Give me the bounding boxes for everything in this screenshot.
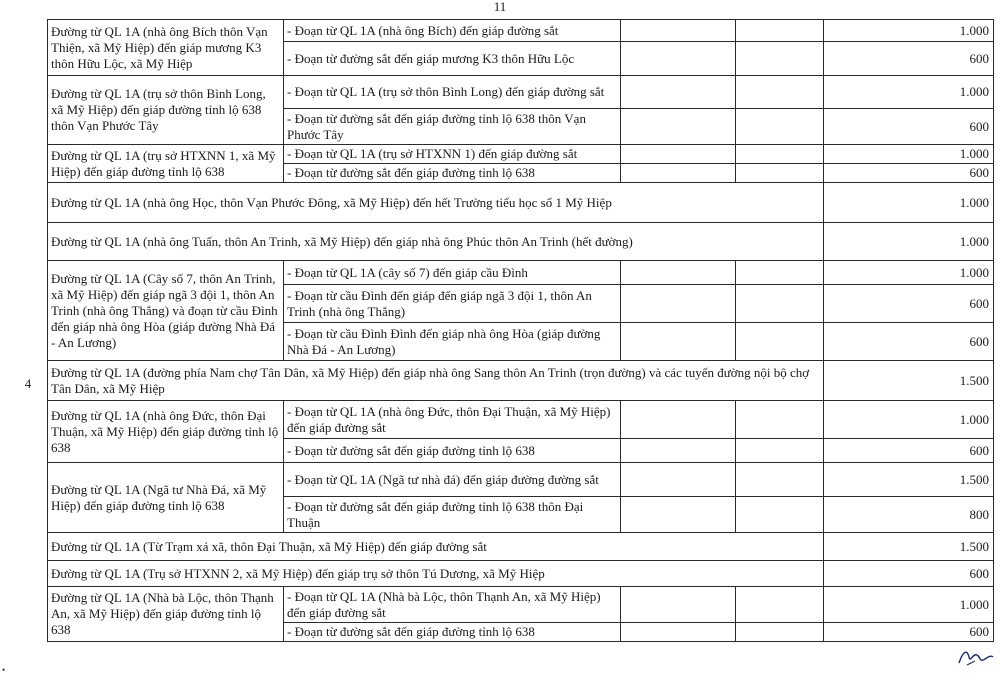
road-cell: Đường từ QL 1A (Từ Trạm xá xã, thôn Đại Thuận, xã Mỹ Hiệp) đến giáp đường sắt [48,533,824,561]
road-cell: Đường từ QL 1A (Cây số 7, thôn An Trinh, xã Mỹ Hiệp) đến giáp ngã 3 đội 1, thôn An Trinh (nhà ông Thắng) và đoạn từ cầu Đình đến giáp nhà ông Hòa (giáp đường Nhà Đá - An Lương) [48,261,284,361]
segment-cell: - Đoạn từ QL 1A (cây số 7) đến giáp cầu Đình [284,261,621,285]
table-row [48,76,994,109]
empty-cell [736,42,824,76]
empty-cell [621,463,736,497]
table-row [48,223,994,261]
table-row [48,361,994,401]
road-cell: Đường từ QL 1A (đường phía Nam chợ Tân Dân, xã Mỹ Hiệp) đến giáp nhà ông Sang thôn An Trinh (trọn đường) và các tuyến đường nội bộ chợ Tân Dân, xã Mỹ Hiệp [48,361,824,401]
empty-cell [621,587,736,623]
empty-cell [736,285,824,323]
table-row [48,561,994,587]
empty-cell [621,20,736,42]
price-cell: 1.000 [824,76,994,109]
price-cell: 600 [824,109,994,145]
price-cell: 600 [824,285,994,323]
road-cell: Đường từ QL 1A (Trụ sở HTXNN 2, xã Mỹ Hiệp) đến giáp trụ sở thôn Tú Dương, xã Mỹ Hiệp [48,561,824,587]
road-cell: Đường từ QL 1A (nhà ông Đức, thôn Đại Thuận, xã Mỹ Hiệp) đến giáp đường tỉnh lộ 638 [48,401,284,463]
empty-cell [621,145,736,164]
empty-cell [621,623,736,642]
segment-cell: - Đoạn từ QL 1A (nhà ông Bích) đến giáp đường sắt [284,20,621,42]
empty-cell [736,623,824,642]
road-cell: Đường từ QL 1A (Nhà bà Lộc, thôn Thạnh An, xã Mỹ Hiệp) đến giáp đường tỉnh lộ 638 [48,587,284,642]
table-row [48,145,994,164]
road-cell: Đường từ QL 1A (trụ sở HTXNN 1, xã Mỹ Hiệp) đến giáp đường tỉnh lộ 638 [48,145,284,183]
margin-mark: • [2,665,6,675]
price-cell: 600 [824,561,994,587]
empty-cell [621,164,736,183]
empty-cell [621,323,736,361]
empty-cell [736,145,824,164]
price-cell: 600 [824,42,994,76]
segment-cell: - Đoạn từ đường sắt đến giáp đường tỉnh lộ 638 [284,623,621,642]
road-cell: Đường từ QL 1A (nhà ông Tuấn, thôn An Trinh, xã Mỹ Hiệp) đến giáp nhà ông Phúc thôn An Trinh (hết đường) [48,223,824,261]
empty-cell [621,109,736,145]
road-cell: Đường từ QL 1A (trụ sở thôn Bình Long, xã Mỹ Hiệp) đến giáp đường tỉnh lộ 638 thôn Vạn Phước Tây [48,76,284,145]
signature-mark [955,645,995,669]
price-cell: 1.500 [824,463,994,497]
empty-cell [736,20,824,42]
price-cell: 1.000 [824,145,994,164]
segment-cell: - Đoạn từ QL 1A (trụ sở thôn Bình Long) đến giáp đường sắt [284,76,621,109]
segment-cell: - Đoạn từ cầu Đình đến giáp đến giáp ngã 3 đội 1, thôn An Trinh (nhà ông Thắng) [284,285,621,323]
empty-cell [736,323,824,361]
road-cell: Đường từ QL 1A (nhà ông Học, thôn Vạn Phước Đông, xã Mỹ Hiệp) đến hết Trường tiểu học số 1 Mỹ Hiệp [48,183,824,223]
table-row [48,20,994,42]
price-cell: 1.000 [824,401,994,439]
price-cell: 1.000 [824,223,994,261]
table-row [48,463,994,497]
empty-cell [736,261,824,285]
land-price-table [47,19,994,642]
empty-cell [621,42,736,76]
empty-cell [736,497,824,533]
price-cell: 600 [824,164,994,183]
price-cell: 1.000 [824,587,994,623]
price-cell: 600 [824,323,994,361]
table-row [48,183,994,223]
empty-cell [736,439,824,463]
price-cell: 1.000 [824,20,994,42]
price-cell: 1.000 [824,261,994,285]
segment-cell: - Đoạn từ đường sắt đến giáp đường tỉnh lộ 638 [284,439,621,463]
road-cell: Đường từ QL 1A (Ngã tư Nhà Đá, xã Mỹ Hiệp) đến giáp đường tỉnh lộ 638 [48,463,284,533]
segment-cell: - Đoạn từ đường sắt đến giáp đường tỉnh lộ 638 [284,164,621,183]
empty-cell [736,401,824,439]
segment-cell: - Đoạn từ QL 1A (Ngã tư nhà đá) đến giáp đường đường sắt [284,463,621,497]
segment-cell: - Đoạn từ QL 1A (nhà ông Đức, thôn Đại Thuận, xã Mỹ Hiệp) đến giáp đường sắt [284,401,621,439]
table-row [48,587,994,623]
road-cell: Đường từ QL 1A (nhà ông Bích thôn Vạn Thiện, xã Mỹ Hiệp) đến giáp mương K3 thôn Hữu Lộc, xã Mỹ Hiệp [48,20,284,76]
segment-cell: - Đoạn từ cầu Đình Đình đến giáp nhà ông Hòa (giáp đường Nhà Đá - An Lương) [284,323,621,361]
empty-cell [736,76,824,109]
group-index: 4 [24,376,32,391]
empty-cell [736,164,824,183]
price-cell: 1.500 [824,361,994,401]
empty-cell [736,463,824,497]
price-cell: 1.500 [824,533,994,561]
empty-cell [621,76,736,109]
segment-cell: - Đoạn từ đường sắt đến giáp đường tỉnh lộ 638 thôn Đại Thuận [284,497,621,533]
empty-cell [736,109,824,145]
empty-cell [621,261,736,285]
empty-cell [621,439,736,463]
table-row [48,261,994,285]
price-cell: 600 [824,439,994,463]
price-cell: 600 [824,623,994,642]
segment-cell: - Đoạn từ QL 1A (Nhà bà Lộc, thôn Thạnh An, xã Mỹ Hiệp) đến giáp đường sắt [284,587,621,623]
page-number: 11 [493,0,507,14]
empty-cell [621,401,736,439]
empty-cell [621,285,736,323]
empty-cell [621,497,736,533]
table-row [48,533,994,561]
table-row [48,401,994,439]
empty-cell [736,587,824,623]
segment-cell: - Đoạn từ đường sắt đến giáp mương K3 thôn Hữu Lộc [284,42,621,76]
price-cell: 1.000 [824,183,994,223]
segment-cell: - Đoạn từ đường sắt đến giáp đường tỉnh lộ 638 thôn Vạn Phước Tây [284,109,621,145]
price-cell: 800 [824,497,994,533]
segment-cell: - Đoạn từ QL 1A (trụ sở HTXNN 1) đến giáp đường sắt [284,145,621,164]
